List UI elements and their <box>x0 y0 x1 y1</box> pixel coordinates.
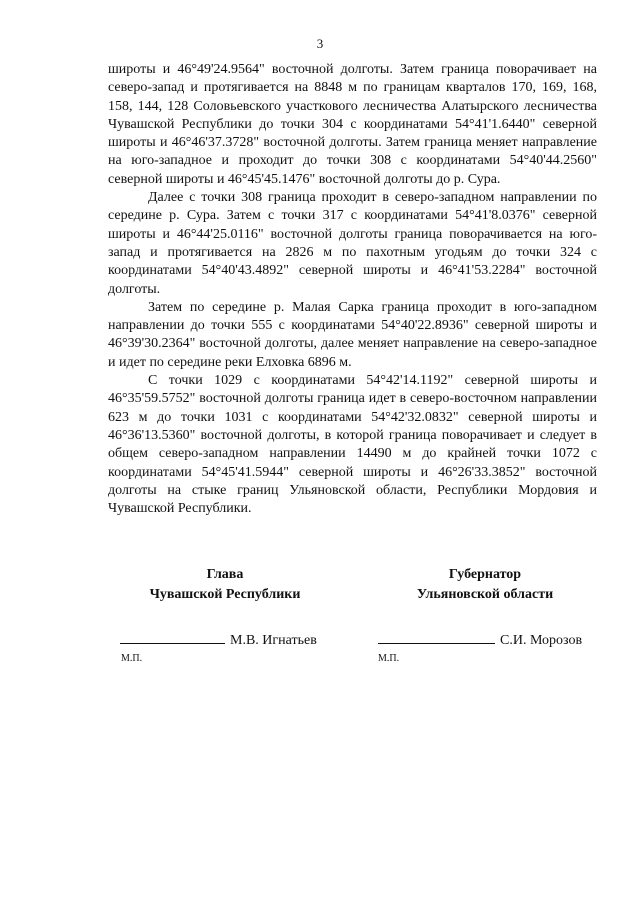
paragraph: С точки 1029 с координатами 54°42'14.1192" северной широты и 46°35'59.5752" восточной долготы граница идет в северо-восточном направлении 623 м до точки 1031 с координатами 54°42'32.0832" северной широты и 46°36'13.5360" восточной долготы, в которой граница поворачивает и следует в общем северо-западном направлении 14490 м до крайней точки 1072 с координатами 54°45'41.5944" северной широты и 46°26'33.3852" восточной долготы на стыке границ Ульяновской области, Республики Мордовия и Чувашской Республики. <box>108 373 597 517</box>
paragraph: Далее с точки 308 граница проходит в северо-западном направлении по середине р. Сура. Затем с точки 317 с координатами 54°41'8.0376" северной широты и 46°44'25.0116" восточной долготы граница поворачивается на юго-запад и протягивается на 2826 м по пахотным угодьям до точки 324 с координатами 54°40'43.4892" северной широты и 46°41'53.2284" восточной долготы. <box>108 190 597 297</box>
paragraph-continued: широты и 46°49'24.9564" восточной долготы. Затем граница поворачивает на северо-запад и протягивается на 8848 м по границам кварталов 170, 169, 168, 158, 144, 128 Соловьевского участкового лесничества Алатырского лесничества Чувашской Республики до точки 304 с координатами 54°41'1.6440" северной широты и 46°46'37.3728" восточной долготы. Затем граница меняет направление на юго-западное и проходит до точки 308 с координатами 54°40'44.2560" северной широты и 46°45'45.1476" восточной долготы до р. Сура. <box>108 62 597 187</box>
signature-rule <box>120 643 225 644</box>
signatory-left-name: М.В. Игнатьев <box>230 633 317 648</box>
signatory-left-region: Чувашской Республики <box>149 587 301 602</box>
signatory-left-position: Глава <box>206 567 244 582</box>
stamp-placeholder-right: М.П. <box>378 653 400 664</box>
signature-rule <box>378 643 495 644</box>
signatory-right-region: Ульяновской области <box>416 587 554 602</box>
signature-line-left <box>120 632 317 650</box>
signature-line-right <box>378 632 582 650</box>
paragraph: Затем по середине р. Малая Сарка граница проходит в юго-западном направлении до точки 555 с координатами 54°40'22.8936" северной широты и 46°39'30.2364" восточной долготы, далее меняет направление на северо-западное и идет по середине реки Елховка 6896 м. <box>108 299 597 370</box>
document-body <box>108 61 597 518</box>
signatory-left-title <box>110 565 340 605</box>
page-number: 3 <box>316 36 324 51</box>
signatory-right-title <box>370 565 600 605</box>
signatory-right-name: С.И. Морозов <box>500 633 583 648</box>
signatory-right-position: Губернатор <box>448 567 522 582</box>
stamp-placeholder-left: М.П. <box>121 653 143 664</box>
